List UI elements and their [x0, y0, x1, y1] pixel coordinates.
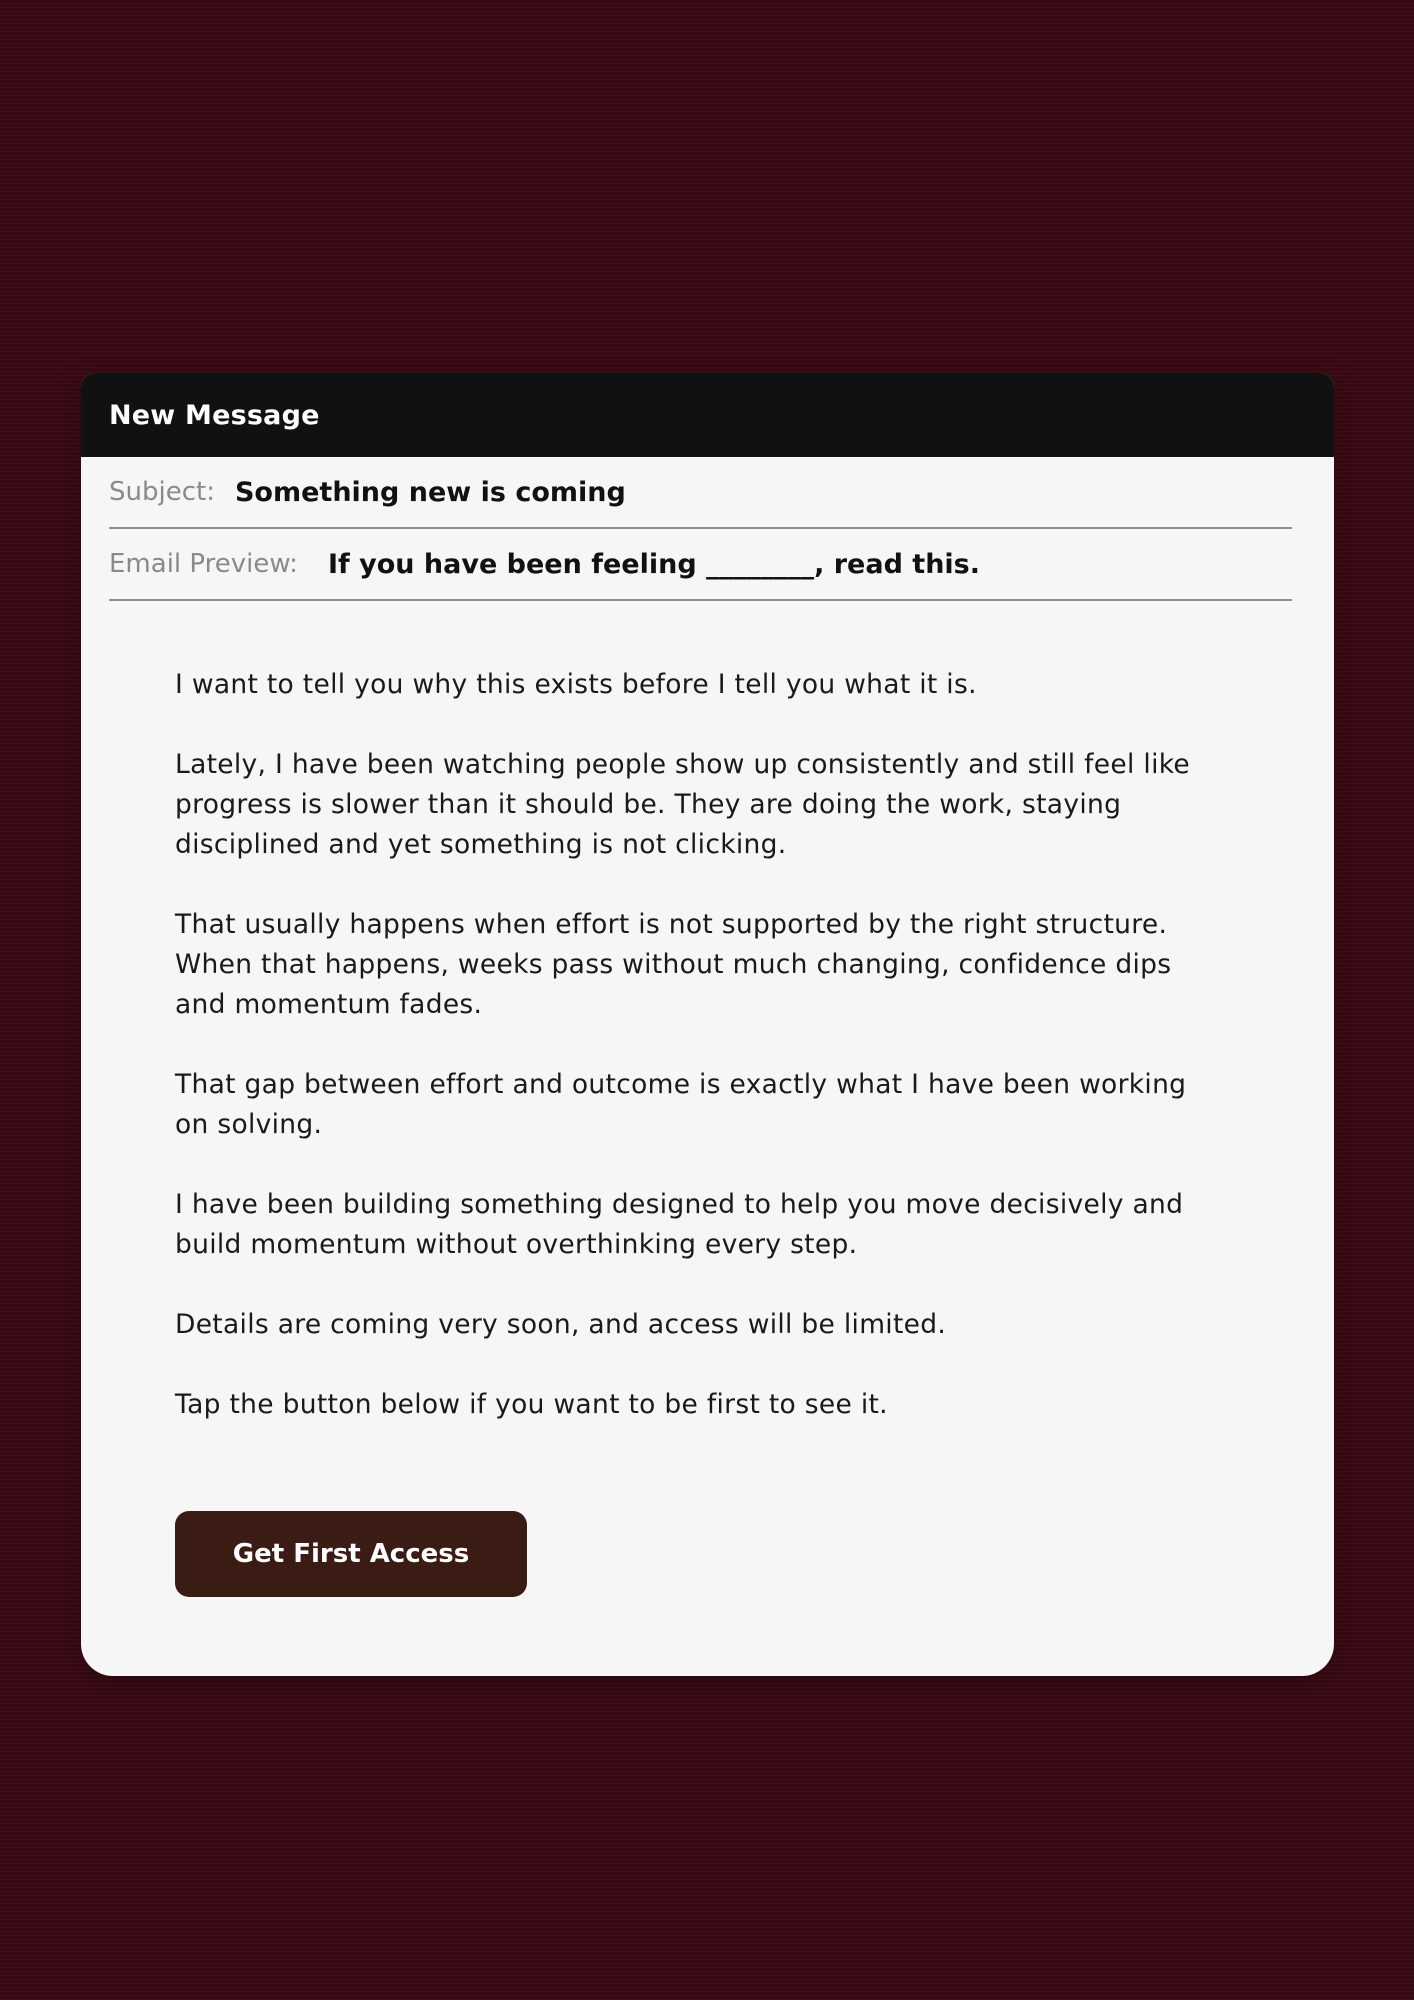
subject-label: Subject:	[109, 477, 215, 507]
window-titlebar	[81, 373, 1334, 457]
email-preview-field[interactable]: If you have been feeling ________, read this.	[327, 548, 981, 580]
window-title: New Message	[109, 399, 320, 431]
body-paragraph: That usually happens when effort is not supported by the right structure. When that happens, weeks pass without much changing, confidence dips and momentum fades.	[175, 909, 1172, 1020]
body-paragraph: Tap the button below if you want to be first to see it.	[175, 1389, 888, 1420]
email-preview-label: Email Preview:	[109, 549, 298, 579]
email-compose-window	[81, 373, 1334, 1676]
subject-field[interactable]: Something new is coming	[234, 476, 626, 508]
body-paragraph: Details are coming very soon, and access will be limited.	[175, 1309, 947, 1340]
body-paragraph: That gap between effort and outcome is exactly what I have been working on solving.	[175, 1069, 1187, 1140]
email-preview-row[interactable]	[109, 529, 1292, 601]
email-body[interactable]	[81, 601, 1225, 1425]
body-paragraph: I have been building something designed to help you move decisively and build momentum without overthinking every step.	[175, 1189, 1184, 1260]
body-paragraph: Lately, I have been watching people show up consistently and still feel like progress is slower than it should be. They are doing the work, staying disciplined and yet something is not clicking.	[175, 749, 1191, 860]
subject-row[interactable]	[109, 457, 1292, 529]
body-paragraph: I want to tell you why this exists before I tell you what it is.	[175, 669, 977, 700]
get-first-access-button[interactable]: Get First Access	[175, 1511, 527, 1597]
